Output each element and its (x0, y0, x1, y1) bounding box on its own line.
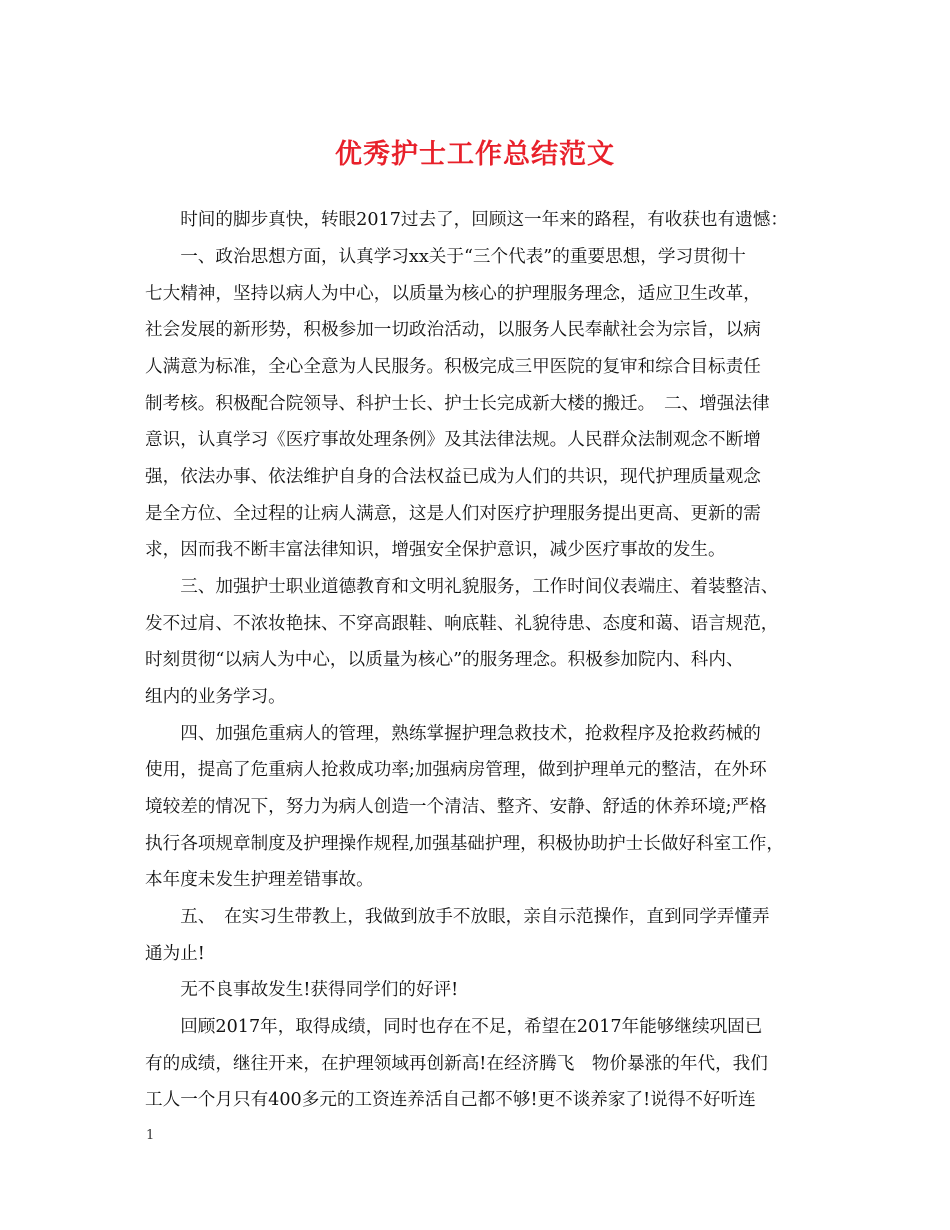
body-line: 工人一个月只有400多元的工资连养活自己都不够!更不谈养家了!说得不好听连 (145, 1090, 756, 1110)
body-line: 五、 在实习生带教上，我做到放手不放眼，亲自示范操作，直到同学弄懂弄 (145, 907, 770, 927)
body-line: 求，因而我不断丰富法律知识，增强安全保护意识，减少医疗事故的发生。 (145, 540, 726, 560)
body-line: 一、政治思想方面，认真学习xx关于“三个代表”的重要思想，学习贯彻十 (145, 247, 746, 267)
body-line: 执行各项规章制度及护理操作规程,加强基础护理，积极协助护士长做好科室工作， (145, 834, 784, 854)
body-line: 无不良事故发生!获得同学们的好评! (145, 980, 459, 1000)
page-number: 1 (146, 1128, 155, 1143)
body-line: 意识，认真学习《医疗事故处理条例》及其法律法规。人民群众法制观念不断增 (145, 430, 761, 450)
body-line: 是全方位、全过程的让病人满意，这是人们对医疗护理服务提出更高、更新的需 (145, 504, 761, 524)
body-line: 制考核。积极配合院领导、科护士长、护士长完成新大楼的搬迁。 二、增强法律 (145, 394, 770, 414)
body-line: 三、加强护士职业道德教育和文明礼貌服务，工作时间仪表端庄、着装整洁、 (145, 577, 779, 597)
body-line: 有的成绩，继往开来，在护理领域再创新高!在经济腾飞 物价暴涨的年代，我们 (145, 1054, 768, 1074)
body-line: 时刻贯彻“以病人为中心，以质量为核心”的服务理念。积极参加院内、科内、 (145, 650, 744, 670)
body-line: 通为止! (145, 944, 205, 964)
body-line: 强，依法办事、依法维护自身的合法权益已成为人们的共识，现代护理质量观念 (145, 467, 761, 487)
body-line: 本年度未发生护理差错事故。 (145, 870, 374, 890)
document-title: 优秀护士工作总结范文 (335, 139, 615, 170)
body-line: 时间的脚步真快，转眼2017过去了，回顾这一年来的路程，有收获也有遗憾： (145, 210, 788, 230)
body-line: 社会发展的新形势，积极参加一切政治活动，以服务人民奉献社会为宗旨，以病 (145, 320, 761, 340)
body-line: 组内的业务学习。 (145, 687, 286, 707)
body-line: 境较差的情况下，努力为病人创造一个清洁、整齐、安静、舒适的休养环境;严格 (145, 797, 767, 817)
body-line: 四、加强危重病人的管理，熟练掌握护理急救技术，抢救程序及抢救药械的 (145, 724, 761, 744)
body-line: 发不过肩、不浓妆艳抹、不穿高跟鞋、响底鞋、礼貌待患、态度和蔼、语言规范， (145, 614, 779, 634)
body-line: 人满意为标准，全心全意为人民服务。积极完成三甲医院的复审和综合目标责任 (145, 357, 761, 377)
body-line: 七大精神，坚持以病人为中心，以质量为核心的护理服务理念，适应卫生改革， (145, 284, 761, 304)
body-line: 使用，提高了危重病人抢救成功率;加强病房管理，做到护理单元的整洁，在外环 (145, 760, 767, 780)
body-line: 回顾2017年，取得成绩，同时也存在不足，希望在2017年能够继续巩固已 (145, 1017, 763, 1037)
